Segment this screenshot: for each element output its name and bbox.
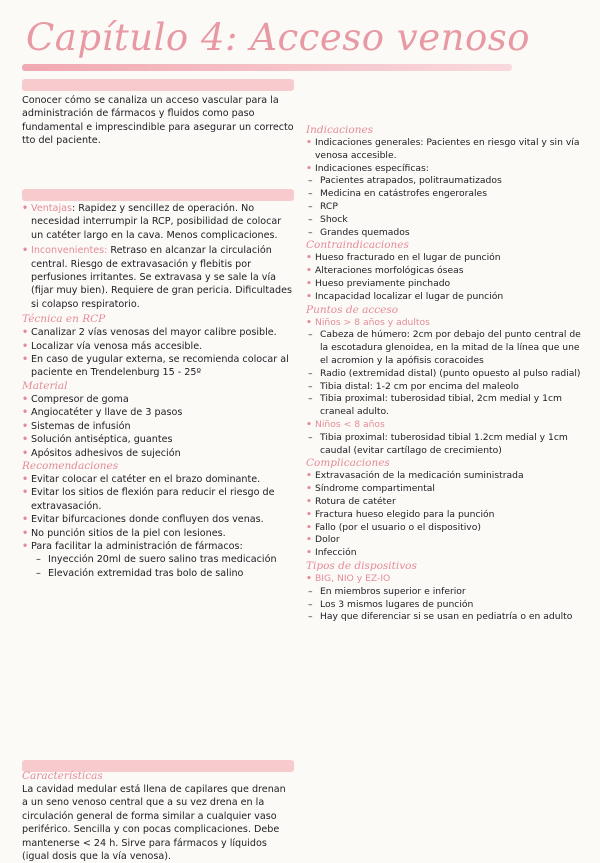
inconvenientes-text: Retraso en alcanzar la circulación central. Riesgo de extravasación y flebitis por perfusiones irritantes. Se extravasa y se sale la vía (fijar muy bien). Requiere de gran pericia. Dificultades si colapso respiratorio. bbox=[31, 245, 292, 310]
caracteristicas-block bbox=[22, 770, 294, 863]
complicacion-item: • Infección bbox=[306, 547, 590, 560]
punto-acceso-item: – Tibia proximal: tuberosidad tibial, 2cm medial y 1cm craneal adulto. bbox=[306, 393, 590, 419]
recomendaciones-heading: Recomendaciones bbox=[22, 459, 119, 472]
tipo-item: – Hay que diferenciar si se usan en pediatría o en adulto bbox=[306, 611, 590, 624]
puntos-heading: Puntos de acceso bbox=[306, 303, 399, 316]
contraindicacion-item: • Hueso previamente pinchado bbox=[306, 278, 590, 291]
caracteristicas-continued bbox=[306, 66, 590, 124]
facilitar-item: – Inyección 20ml de suero salino tras medicación bbox=[34, 553, 294, 566]
right-column bbox=[306, 66, 590, 624]
punto-acceso-item: – Radio (extremidad distal) (punto opuesto al pulso radial) bbox=[306, 368, 590, 381]
recomendacion-item: • Evitar los sitios de flexión para reducir el riesgo de extravasación. bbox=[22, 486, 294, 513]
ventajas-text: : Rapidez y sencillez de operación. No necesidad interrumpir la RCP, posibilidad de colocar un catéter largo en la cava. Menos complicaciones. bbox=[31, 203, 282, 241]
indicaciones-especificas-label: • Indicaciones específicas: bbox=[306, 163, 590, 176]
ninos-menor-label: • Niños < 8 años bbox=[306, 419, 590, 432]
material-item: • Sistemas de infusión bbox=[22, 420, 294, 433]
complicacion-item: • Extravasación de la medicación suministrada bbox=[306, 470, 590, 483]
caracteristicas-heading: Características bbox=[22, 770, 103, 782]
material-item: • Compresor de goma bbox=[22, 393, 294, 406]
recomendacion-item: • No punción sitios de la piel con lesiones. bbox=[22, 527, 294, 540]
punto-acceso-item: – Cabeza de húmero: 2cm por debajo del punto central de la escotadura glenoidea, en la mitad de la línea que une el acromion y la apófisis coracoides bbox=[306, 329, 590, 367]
punto-acceso-item: – Tibia distal: 1-2 cm por encima del maleolo bbox=[306, 381, 590, 394]
ventajas-item bbox=[22, 202, 294, 242]
tipos-heading: Tipos de dispositivos bbox=[306, 559, 417, 572]
indicacion-especifica-item: – Medicina en catástrofes engerorales bbox=[306, 188, 590, 201]
section-bar-intro bbox=[22, 79, 294, 91]
tecnica-item: • Localizar vía venosa más accesible. bbox=[22, 340, 294, 353]
complicaciones-heading: Complicaciones bbox=[306, 457, 390, 470]
complicacion-item: • Fractura hueso elegido para la punción bbox=[306, 509, 590, 522]
contraindicacion-item: • Hueso fracturado en el lugar de punción bbox=[306, 252, 590, 265]
complicacion-item: • Fallo (por el usuario o el dispositivo) bbox=[306, 522, 590, 535]
punto-acceso-item: – Tibia proximal: tuberosidad tibial 1.2cm medial y 1cm caudal (evitar cartílago de crecimiento) bbox=[306, 432, 590, 458]
indicaciones-general: • Indicaciones generales: Pacientes en riesgo vital y sin vía venosa accesible. bbox=[306, 137, 590, 163]
contraindicacion-item: • Alteraciones morfológicas óseas bbox=[306, 265, 590, 278]
material-item: • Solución antiséptica, guantes bbox=[22, 433, 294, 446]
indicacion-especifica-item: – Pacientes atrapados, politraumatizados bbox=[306, 175, 590, 188]
intro-text: Conocer cómo se canaliza un acceso vascular para la administración de fármacos y fluidos como paso fundamental e imprescindible para asegurar un correcto tto del paciente. bbox=[22, 95, 294, 147]
contraindicaciones-heading: Contraindicaciones bbox=[306, 239, 409, 252]
contraindicacion-item: • Incapacidad localizar el lugar de punción bbox=[306, 291, 590, 304]
recomendacion-item: • Evitar colocar el catéter en el brazo dominante. bbox=[22, 473, 294, 486]
ninos-mayor-label: • Niños > 8 años y adultos bbox=[306, 317, 590, 330]
complicacion-item: • Dolor bbox=[306, 534, 590, 547]
material-item: • Angiocatéter y llave de 3 pasos bbox=[22, 406, 294, 419]
tecnica-heading: Técnica en RCP bbox=[22, 313, 106, 326]
indicacion-especifica-item: – Grandes quemados bbox=[306, 227, 590, 240]
facilitar-item: – Elevación extremidad tras bolo de salino bbox=[34, 567, 294, 580]
intro-block bbox=[22, 94, 294, 148]
indicacion-especifica-item: – Shock bbox=[306, 214, 590, 227]
complicacion-item: • Rotura de catéter bbox=[306, 496, 590, 509]
page-title: Capítulo 4: Acceso venoso bbox=[26, 16, 530, 59]
tecnica-item: • En caso de yugular externa, se recomienda colocar al paciente en Trendelenburg 15 - 25º bbox=[22, 353, 294, 380]
complicacion-item: • Síndrome compartimental bbox=[306, 483, 590, 496]
vascular-block bbox=[22, 202, 294, 580]
ventajas-label: Ventajas bbox=[31, 203, 72, 214]
tipos-label: • BIG, NIO y EZ-IO bbox=[306, 573, 590, 586]
inconvenientes-label: Inconvenientes: bbox=[31, 245, 108, 257]
tipo-item: – Los 3 mismos lugares de punción bbox=[306, 599, 590, 612]
caracteristicas-text: La cavidad medular está llena de capilares que drenan a un seno venoso central que a su vez drena en la circulación general de forma similar a cualquier vaso periférico. Sencilla y con pocas complicaciones. Debe mantenerse < 24 h. Sirve para fármacos y líquidos (igual dosis que la vía venosa). bbox=[22, 784, 286, 863]
inconvenientes-item bbox=[22, 244, 294, 311]
tipo-item: – En miembros superior e inferior bbox=[306, 586, 590, 599]
material-item: • Apósitos adhesivos de sujeción bbox=[22, 447, 294, 460]
material-heading: Material bbox=[22, 379, 68, 392]
indicaciones-heading: Indicaciones bbox=[306, 124, 374, 136]
recomendacion-item: • Para facilitar la administración de fármacos: bbox=[22, 540, 294, 553]
indicacion-especifica-item: – RCP bbox=[306, 201, 590, 214]
recomendacion-item: • Evitar bifurcaciones donde confluyen dos venas. bbox=[22, 513, 294, 526]
tecnica-item: • Canalizar 2 vías venosas del mayor calibre posible. bbox=[22, 326, 294, 339]
section-bar-vascular bbox=[22, 189, 294, 201]
